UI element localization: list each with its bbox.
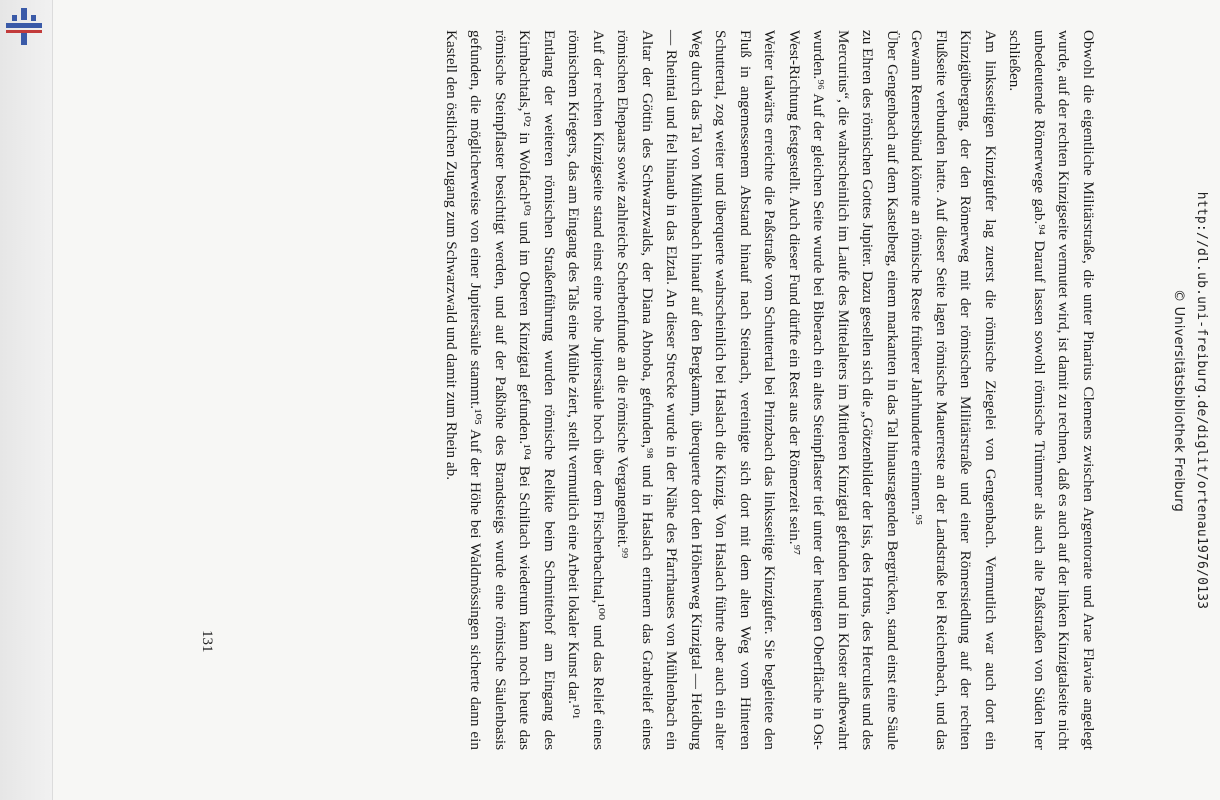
paragraph: Auf der rechten Kinzigseite stand einst eine rohe Jupitersäule hoch über dem Fischerbachtal,¹⁰⁰ und das Relief eines römischem Kriegers, das am Eingang des Tals eine Mühle ziert, stellt vermutlich eine Arbeit lokaler Kunst dar.¹⁰¹	[565, 30, 607, 750]
source-url-strip	[1194, 0, 1210, 800]
page-content	[170, 0, 1130, 750]
body-text	[439, 30, 1101, 750]
source-url[interactable]: http://dl.ub.uni-freiburg.de/diglit/ortenau1976/0133	[1194, 191, 1210, 609]
paragraph: Über Gengenbach auf dem Kastelberg, einem markanten in das Tal hinausragenden Bergrücken, stand einst eine Säule zu Ehren des römischen Gottes Jupiter. Dazu gesellen sich die „Götzenbilder der Isis, des Horus, des Hercules und des Mercurius“, die wahrscheinlich im Laufe des Mittelalters im Mittleren Kinzigtal gefunden und im Kloster aufbewahrt wurden.⁹⁶ Auf der gleichen Seite wurde bei Biberach ein altes Steinpflaster tief unter der heutigen Oberfläche in Ost-West-Richtung festgestellt. Auch dieser Fund dürfte ein Rest aus der Römerzeit sein.⁹⁷	[786, 30, 901, 750]
paragraph: Am linksseitigen Kinzigufer lag zuerst die römische Ziegelei von Gengenbach. Vermutlich war auch dort ein Kinzigübergang, der den Römerweg mit der römischen Militärstraße und einer Römersiedlung auf der rechten Flußseite verbunden hatte. Auf dieser Seite lagen römische Mauerreste an der Landstraße bei Reichenbach, und das Gewann Remersbünd könnte an römische Reste früherer Jahrhunderte erinnern.⁹⁵	[908, 30, 999, 750]
library-logo-icon[interactable]	[4, 6, 44, 46]
source-notes	[1168, 0, 1220, 800]
copyright-strip	[1170, 0, 1186, 800]
page-number: 131	[199, 630, 215, 653]
paragraph: Entlang der weiteren römischen Straßenführung wurden römische Relikte beim Schmittehof am Eingang des Kirnbachtals,¹⁰² in Wolfach¹⁰³ und im Oberen Kinzigtal gefunden.¹⁰⁴ Bei Schiltach wiederum kann noch heute das römische Steinpflaster besichtigt werden, und auf der Paßhöhe des Brandsteigs wurde eine römische Säulenbasis gefunden, die möglicherweise von einer Jupitersäule stammt.¹⁰⁵ Auf der Höhe bei Waldmössingen sicherte dann ein Kastell den östlichen Zugang zum Schwarzwald und damit zum Rhein ab.	[443, 30, 558, 750]
copyright-notice: © Universitätsbibliothek Freiburg	[1170, 288, 1186, 512]
paragraph: Obwohl die eigentliche Militärstraße, die unter Pinarius Clemens zwischen Argentorate und Arae Flaviae angelegt wurde, auf der rechten Kinzigseite vermutet wird, ist damit zu rechnen, daß es auch auf der linken Kinzigtalseite nicht unbedeutende Römerwege gab.⁹⁴ Darauf lassen sowohl römische Trümmer als auch alte Paßstraßen von Süden her schließen.	[1006, 30, 1097, 750]
paragraph: Weiter talwärts erreichte die Paßstraße vom Schuttertal bei Prinzbach das linksseitige Kinzigufer. Sie begleitete den Fluß in angemessenem Abstand hinauf nach Steinach, vereinigte sich dort mit dem alten Weg vom Hinteren Schuttertal, zog weiter und überquerte wahrscheinlich bei Haslach die Kinzig. Von Haslach führte aber auch ein alter Weg durch das Tal von Mühlenbach hinauf auf den Bergkamm, überquerte dort den Höhenweg Kinzigtal — Heidburg — Rheintal und fiel hinaub in das Elztal. An dieser Strecke wurde in der Nähe des Pfarrhauses von Mühlenbach ein Altar der Göttin des Schwarzwalds, der Diana Abnoba, gefunden,⁹⁸ und in Haslach erinnern das Grabrelief eines römischen Ehepaars sowie zahlreiche Scherbenfunde an die römische Vergangenheit.⁹⁹	[614, 30, 779, 750]
scanned-page	[170, 0, 1130, 800]
viewer-sidebar	[0, 0, 53, 800]
